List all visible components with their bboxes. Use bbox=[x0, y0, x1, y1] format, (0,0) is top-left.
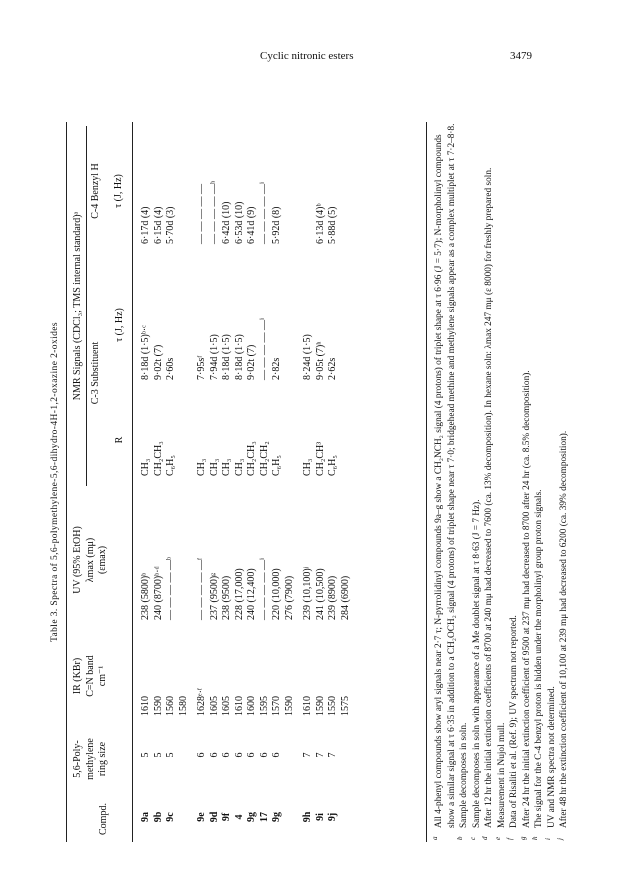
c4-tau-cell bbox=[178, 142, 194, 246]
ring-size-cell: 5 bbox=[152, 752, 164, 758]
ring-size-cell: 7 bbox=[314, 752, 326, 758]
footnote-text: Data of Risaliti et al. (Ref. 9); UV spectrum not reported. bbox=[509, 615, 520, 828]
uv-cell bbox=[178, 478, 194, 622]
header-c4-line2: τ (J, Hz) bbox=[112, 174, 124, 208]
footnote-mark: a bbox=[431, 836, 439, 840]
header-ir bbox=[72, 630, 110, 722]
header-c3-group: C-3 Substituent bbox=[90, 341, 101, 405]
uv-cell: 240 (12,400) bbox=[246, 568, 257, 620]
footnote bbox=[543, 122, 559, 842]
c3-tau-cell: — — — — —ⁱ bbox=[258, 317, 270, 380]
table-row bbox=[178, 142, 194, 842]
header-ir-line2: C=N band bbox=[84, 655, 96, 697]
footnote-text: After 24 hr the initial extinction coefficient of 9500 at 237 mμ had decreased to 8700 after 24 hr (ca. 8.5% decomposition). bbox=[521, 370, 532, 828]
c3-tau-cell: 7·94d (1·5) bbox=[208, 334, 220, 380]
footnote-text: Measurement in Nujol mull. bbox=[496, 722, 507, 828]
c3-tau-cell: 9·02t (7) bbox=[246, 344, 257, 380]
c4-tau-cell: — — — — —ⁱ bbox=[258, 181, 270, 244]
table-row bbox=[165, 142, 178, 842]
compd-cell: 9a bbox=[140, 812, 151, 822]
c4-tau-cell: — — — — — bbox=[196, 184, 207, 244]
c4-tau-cell: 6·15d (4) bbox=[152, 206, 164, 244]
compd-cell bbox=[340, 792, 353, 842]
header-uv-line2: λmax (mμ) bbox=[84, 537, 96, 583]
table-row bbox=[299, 142, 315, 842]
ir-cell: 1605 bbox=[208, 696, 220, 716]
ir-cell: 1590 bbox=[314, 696, 326, 716]
footnote-mark: e bbox=[493, 836, 502, 840]
c3-r-cell: C₆H₅ bbox=[165, 455, 176, 476]
header-uv-line3: (εmax) bbox=[97, 545, 108, 575]
footnote-text: After 12 hr the initial extinction coefficients of 8700 at 240 mμ had decreased to 7600 (ca. 13% decomposition). In hexane soln: λmax 247 mμ (ε 8000) for freshly prepared soln. bbox=[484, 167, 495, 828]
ring-size-cell bbox=[284, 718, 300, 792]
header-compd: Compd. bbox=[98, 803, 109, 835]
uv-cell: 220 (10,000) bbox=[271, 568, 282, 620]
footnote-text: Sample decomposes in soln with appearance of a Me doublet signal at τ 8·63 (J = 7 Hz). bbox=[471, 499, 482, 828]
ring-size-cell: 6 bbox=[208, 752, 220, 758]
header-ring-line3: ring size bbox=[97, 741, 108, 777]
uv-cell: 284 (6900) bbox=[339, 575, 351, 620]
compd-cell: 9c bbox=[165, 812, 176, 822]
footnote bbox=[468, 122, 484, 842]
uv-cell: 238 (5800)ᵇ bbox=[140, 572, 151, 620]
table-row bbox=[340, 142, 353, 842]
footnote-text: The signal for the C-4 benzyl proton is hidden under the morpholinyl group proton signals. bbox=[534, 489, 545, 828]
c3-tau-cell: 2·82s bbox=[271, 357, 282, 380]
ring-size-cell: 5 bbox=[140, 752, 151, 758]
header-ir-line1: IR (KBr) bbox=[72, 657, 83, 695]
footnote bbox=[533, 122, 546, 842]
compd-cell: 9j bbox=[327, 812, 338, 822]
ring-size-cell: 6 bbox=[221, 752, 232, 758]
footnote-text: All 4-phenyl compounds show aryl signals near 2·7 τ; N-pyrrolidinyl compounds 9a–g show a CH₂NCH₂ signal (4 protons) of triplet shape at τ 6·96 (J = 5·7); N-morpholinyl compounds show a similar signal at τ 6·35 in addition to a CH₂OCH₂ signal (4 protons) of triplet shape near τ 7·0; bridgehead methine and methylene signals appear as a complex multiplet at τ 7·2–8·8. bbox=[434, 123, 457, 828]
compd-cell: 9e bbox=[196, 812, 207, 822]
ir-cell: 1628ᵉ·ᶠ bbox=[196, 688, 207, 716]
header-uv bbox=[72, 490, 110, 630]
rotated-table-block bbox=[48, 122, 608, 842]
ir-cell: 1610 bbox=[140, 696, 151, 716]
ring-size-cell: 6 bbox=[258, 752, 270, 758]
c3-tau-cell: 7·95sᶠ bbox=[196, 355, 207, 380]
table-caption: Table 3. Spectra of 5,6-polymethylene-5,6-dihydro-4H-1,2-oxazine 2-oxides bbox=[50, 321, 60, 643]
compd-cell: 9d bbox=[208, 811, 220, 823]
c4-tau-cell: 6·42d (10) bbox=[221, 201, 232, 244]
footnote-mark: h bbox=[531, 836, 540, 840]
c3-tau-cell bbox=[178, 246, 194, 382]
ir-cell: 1570 bbox=[271, 696, 282, 716]
running-title: Cyclic nitronic esters bbox=[260, 50, 354, 62]
c4-tau-cell: 6·53d (10) bbox=[233, 201, 245, 244]
c3-r-cell: CH₃ bbox=[302, 458, 313, 476]
footnote bbox=[518, 122, 534, 842]
c3-r-cell: C₆H₅ bbox=[271, 455, 282, 476]
header-c4-line1: C-4 Benzyl H bbox=[90, 163, 101, 219]
c3-r-cell bbox=[284, 382, 300, 478]
compd-cell: 9g bbox=[271, 812, 282, 822]
c4-tau-cell: 6·13d (4)ᵇ bbox=[314, 203, 326, 244]
uv-cell: 239 (10,100)ʲ bbox=[302, 566, 313, 620]
header-ring-line1: 5,6-Poly- bbox=[72, 740, 83, 778]
c3-r-cell: CH₂CH₃ bbox=[246, 441, 257, 476]
ir-cell: 1590 bbox=[152, 696, 164, 716]
table-row bbox=[193, 142, 209, 842]
compd-cell: 9f bbox=[221, 812, 232, 822]
compd-cell: 9h bbox=[302, 811, 313, 823]
footnote bbox=[483, 122, 496, 842]
ir-cell: 1580 bbox=[177, 696, 189, 716]
ring-size-cell: 6 bbox=[246, 752, 257, 758]
table-row bbox=[140, 142, 153, 842]
c3-r-cell: CH₃ bbox=[208, 458, 220, 476]
ir-cell: 1600 bbox=[246, 696, 257, 716]
header-ring-line2: methylene bbox=[84, 738, 96, 780]
c3-r-cell: C₆H₅ bbox=[327, 455, 338, 476]
bottom-rule bbox=[426, 122, 427, 842]
ring-size-cell: 6 bbox=[233, 752, 245, 758]
uv-cell: — — — — —ⁱ bbox=[258, 557, 270, 620]
header-c4 bbox=[90, 126, 125, 256]
uv-cell: 237 (9500)ᵍ bbox=[208, 572, 220, 620]
footnote-mark: g bbox=[518, 836, 527, 840]
header-c3-tau: τ (J, Hz) bbox=[114, 308, 125, 342]
footnote bbox=[433, 122, 458, 842]
ring-size-cell bbox=[178, 718, 194, 792]
c4-tau-cell: 5·70d (3) bbox=[165, 206, 176, 244]
c4-tau-cell: 5·92d (8) bbox=[271, 206, 282, 244]
uv-cell: 238 (9500) bbox=[221, 575, 232, 620]
table-row bbox=[209, 142, 222, 842]
ir-cell: 1595 bbox=[258, 696, 270, 716]
c4-tau-cell bbox=[284, 142, 300, 246]
uv-cell: 240 (8700)ᵇ·ᵈ bbox=[152, 566, 164, 620]
footnote-mark: d bbox=[481, 836, 490, 840]
c3-r-cell: CH₃ bbox=[196, 458, 207, 476]
header-uv-line1: UV (95% EtOH) bbox=[72, 526, 83, 594]
header-ir-line3: cm⁻¹ bbox=[97, 665, 108, 687]
c3-tau-cell: 8·18d (1·5)ᵇ·ᶜ bbox=[140, 325, 151, 380]
c3-tau-cell bbox=[284, 246, 300, 382]
ring-size-cell: 6 bbox=[196, 752, 207, 758]
c4-tau-cell: 5·88d (5) bbox=[327, 206, 338, 244]
c3-tau-cell: 8·18d (1·5) bbox=[233, 334, 245, 380]
ring-size-cell: 5 bbox=[165, 752, 176, 758]
c3-tau-cell: 9·05t (7)ʰ bbox=[314, 341, 326, 380]
c4-tau-cell bbox=[340, 142, 353, 246]
uv-cell: — — — — —ᶠ bbox=[196, 557, 207, 620]
uv-cell: 276 (7900) bbox=[283, 575, 295, 620]
uv-cell: 228 (17,000) bbox=[233, 568, 245, 620]
header-c3-r: R bbox=[114, 436, 125, 444]
ir-cell: 1550 bbox=[327, 696, 338, 716]
c3-r-cell: CH₃ bbox=[140, 458, 151, 476]
table-row bbox=[284, 142, 300, 842]
table-row bbox=[327, 142, 340, 842]
c3-tau-cell: 8·24d (1·5) bbox=[302, 334, 313, 380]
uv-cell: 241 (10,500) bbox=[314, 568, 326, 620]
table-row bbox=[153, 142, 166, 842]
footnote bbox=[508, 122, 521, 842]
footnote-text: UV and NMR spectra not determined. bbox=[546, 686, 557, 828]
c4-tau-cell: 6·41d (9) bbox=[246, 206, 257, 244]
ring-size-cell: 7 bbox=[302, 752, 313, 758]
footnote-mark: i bbox=[543, 838, 552, 840]
c3-r-cell: CH₂CH₂ bbox=[258, 441, 270, 476]
compd-cell: 9b bbox=[152, 811, 164, 823]
compd-cell: 9i bbox=[314, 813, 326, 821]
table-row bbox=[234, 142, 247, 842]
uv-cell: — — — — —ᵇ bbox=[165, 556, 176, 620]
c3-r-cell bbox=[178, 382, 194, 478]
c3-tau-cell bbox=[340, 246, 353, 382]
footnote-mark: b bbox=[456, 836, 465, 840]
c3-r-cell: CH₂CH³ bbox=[314, 441, 326, 476]
ir-cell: 1560 bbox=[165, 696, 176, 716]
c3-r-cell: CH₃ bbox=[221, 458, 232, 476]
ir-cell: 1575 bbox=[339, 696, 351, 716]
table-row bbox=[259, 142, 272, 842]
footnote-mark: c bbox=[468, 836, 477, 840]
ir-cell: 1590 bbox=[283, 696, 295, 716]
footnote-text: After 48 hr the extinction coefficient of 10,100 at 239 mμ had decreased to 6200 (ca. 39% decomposition). bbox=[559, 430, 570, 828]
c3-r-cell bbox=[340, 382, 353, 478]
ir-cell: 1605 bbox=[221, 696, 232, 716]
spectra-table bbox=[140, 142, 352, 842]
top-rule bbox=[66, 122, 67, 842]
footnote bbox=[493, 122, 509, 842]
header-nmr-group: NMR Signals (CDCl₃; TMS internal standard)ᵃ bbox=[72, 211, 83, 401]
compd-cell: 4 bbox=[233, 814, 245, 820]
ring-size-cell: 7 bbox=[327, 752, 338, 758]
c3-r-cell: CH₂CH₃ bbox=[152, 441, 164, 476]
footnote-mark: f bbox=[506, 838, 515, 840]
ring-size-cell: 6 bbox=[271, 752, 282, 758]
footnote bbox=[458, 122, 471, 842]
c3-tau-cell: 9·02t (7) bbox=[152, 344, 164, 380]
footnote-text: Sample decomposes in soln. bbox=[459, 722, 470, 828]
compd-cell bbox=[284, 792, 300, 842]
c4-tau-cell: — — — — —ʰ bbox=[208, 180, 220, 244]
compd-cell: 9g bbox=[246, 812, 257, 822]
table-row bbox=[271, 142, 284, 842]
table-footnotes bbox=[433, 122, 571, 842]
page-number: 3479 bbox=[510, 50, 532, 62]
header-ring bbox=[72, 724, 110, 794]
c3-tau-cell: 2·60s bbox=[165, 357, 176, 380]
c3-r-cell: CH₃ bbox=[233, 458, 245, 476]
c4-tau-cell bbox=[299, 142, 315, 246]
nmr-rule bbox=[86, 126, 87, 486]
c4-tau-cell: 6·17d (4) bbox=[140, 206, 151, 244]
c3-tau-cell: 8·18d (1·5) bbox=[221, 334, 232, 380]
uv-cell: 239 (8900) bbox=[327, 575, 338, 620]
ir-cell: 1610 bbox=[302, 696, 313, 716]
ring-size-cell bbox=[340, 718, 353, 792]
header-rule bbox=[132, 122, 133, 842]
ir-cell: 1610 bbox=[233, 696, 245, 716]
footnote-mark: j bbox=[556, 838, 565, 840]
compd-cell: 17 bbox=[258, 812, 270, 822]
footnote bbox=[558, 122, 571, 842]
table-row bbox=[246, 142, 259, 842]
table-row bbox=[221, 142, 234, 842]
table-body bbox=[140, 142, 352, 842]
c3-tau-cell: 2·62s bbox=[327, 357, 338, 380]
table-row bbox=[315, 142, 328, 842]
compd-cell bbox=[178, 792, 194, 842]
